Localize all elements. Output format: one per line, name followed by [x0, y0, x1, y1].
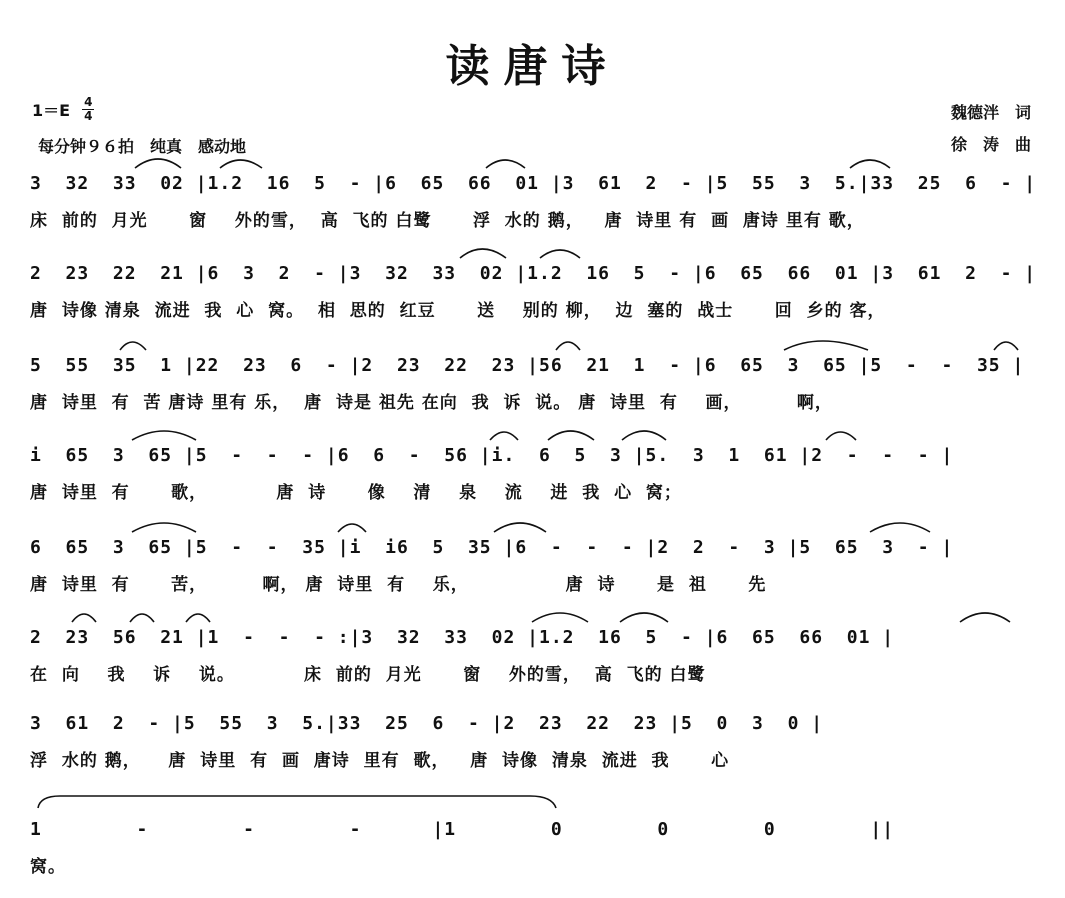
- song-title: 读唐诗: [445, 41, 620, 92]
- lyricist-credit: 魏德泮 词: [950, 103, 1031, 122]
- lyrics-row: 窝。: [30, 857, 66, 877]
- lyrics-row: 在 向 我 诉 说。 床 前的 月光 窗 外的雪， 高 飞的 白鹭: [30, 665, 706, 685]
- notation-row: 1 - - - |1 0 0 0 ||: [30, 819, 895, 840]
- notation-row: 6 65 3 65 |5 - - 35 |i i6 5 35 |6 - - - |2 2 - 3 |5 65 3 - |: [30, 537, 954, 558]
- notation-row: 3 61 2 - |5 55 3 5.|33 25 6 - |2 23 22 23 |5 0 3 0 |: [30, 713, 824, 734]
- notation-row: i 65 3 65 |5 - - - |6 6 - 56 |i. 6 5 3 |5. 3 1 61 |2 - - - |: [30, 445, 954, 466]
- lyrics-row: 唐 诗像 清泉 流进 我 心 窝。 相 思的 红豆 送 别的 柳， 边 塞的 战士 回 乡的 客，: [30, 301, 886, 321]
- lyrics-row: 浮 水的 鹅， 唐 诗里 有 画 唐诗 里有 歌， 唐 诗像 清泉 流进 我 心: [30, 751, 730, 771]
- notation-row: 3 32 33 02 |1.2 16 5 - |6 65 66 01 |3 61 2 - |5 55 3 5.|33 25 6 - |: [30, 173, 1037, 194]
- notation-row: 2 23 22 21 |6 3 2 - |3 32 33 02 |1.2 16 5 - |6 65 66 01 |3 61 2 - |: [30, 263, 1037, 284]
- lyrics-row: 唐 诗里 有 苦 唐诗 里有 乐， 唐 诗是 祖先 在向 我 诉 说。 唐 诗里 有 画， 啊，: [30, 393, 833, 413]
- composer-credit: 徐 涛 曲: [950, 135, 1031, 154]
- notation-row: 5 55 35 1 |22 23 6 - |2 23 22 23 |56 21 1 - |6 65 3 65 |5 - - 35 |: [30, 355, 1025, 376]
- key-signature: [32, 96, 94, 123]
- lyrics-row: 唐 诗里 有 苦， 啊， 唐 诗里 有 乐， 唐 诗 是 祖 先: [30, 575, 767, 595]
- notation-row: 2 23 56 21 |1 - - - :|3 32 33 02 |1.2 16 5 - |6 65 66 01 |: [30, 627, 895, 648]
- lyrics-row: 唐 诗里 有 歌， 唐 诗 像 清 泉 流 进 我 心 窝；: [30, 483, 682, 503]
- tempo-marking: 每分钟９６拍 纯真 感动地: [38, 137, 247, 156]
- time-signature-bottom: 4: [84, 109, 93, 123]
- time-signature: [82, 96, 94, 123]
- lyrics-row: 床 前的 月光 窗 外的雪， 高 飞的 白鹭 浮 水的 鹅， 唐 诗里 有 画 唐诗 里有 歌，: [30, 211, 865, 231]
- time-signature-top: 4: [84, 95, 93, 109]
- key-label: 1＝E: [32, 101, 71, 120]
